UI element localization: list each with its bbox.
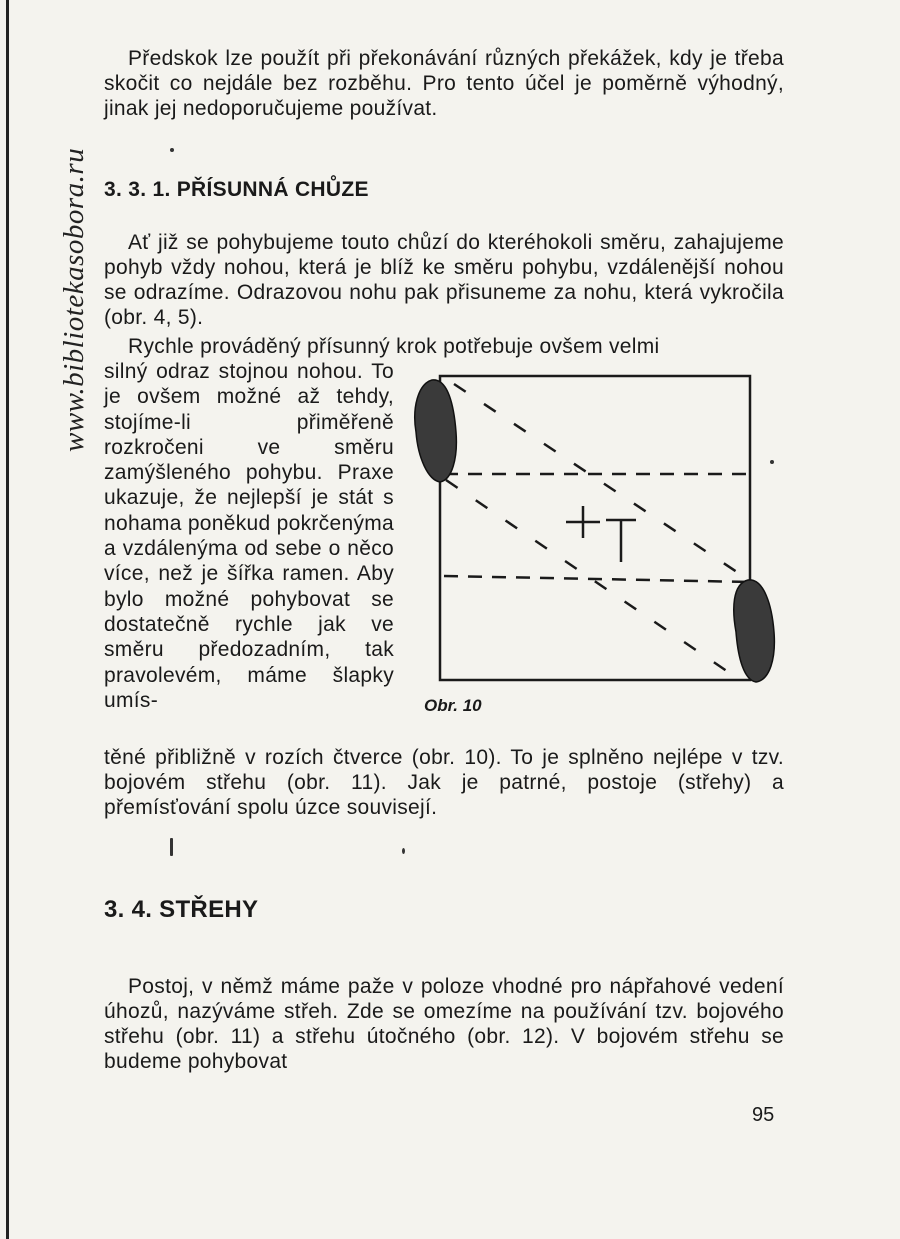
- page-number: 95: [752, 1104, 775, 1126]
- watermark: www.bibliotekasobora.ru: [58, 147, 90, 452]
- section-331-paragraph-1: Ať již se pohybujeme touto chůzí do kteréhokoli směru, zahajujeme pohyb vždy nohou, která je blíž ke směru pohybu, vzdálenější nohou se odrazíme. Odrazovou nohu pak přisuneme za nohu, která vykročila (obr. 4, 5).: [104, 231, 784, 329]
- section-331-paragraph-2-wrapped: silný odraz stojnou nohou. To je ovšem možné až tehdy, stojíme-li přiměřeně rozkročeni ve směru zamýšleného pohybu. Praxe ukazuje, že nejlepší je stát s nohama poněkud pokrčenýma a vzdálenýma od sebe o něco více, než je šířka ramen. Aby bylo možné pohybovat se dostatečně rychle jak ve směru předozadním, tak pravolevém, máme šlapky umís-: [104, 360, 395, 712]
- section-331-paragraph-2-rest: těné přibližně v rozích čtverce (obr. 10). To je splněno nejlépe v tzv. bojovém střehu (obr. 11). Jak je patrné, postoje (střehy) a přemísťování spolu úzce souvisejí.: [104, 746, 784, 819]
- scan-speck: [770, 460, 774, 464]
- figure-caption: Obr. 10: [424, 696, 482, 715]
- figure-foot-square-diagram: [410, 362, 790, 692]
- section-331-paragraph-2-intro: Rychle prováděný přísunný krok potřebuje ovšem velmi: [128, 335, 660, 358]
- right-foot-sole: [734, 580, 775, 682]
- section-heading-331: 3. 3. 1. PŘÍSUNNÁ CHŮZE: [104, 178, 369, 201]
- square-outline: [440, 376, 750, 680]
- section-34-paragraph: Postoj, v němž máme paže v poloze vhodné pro nápřahové vedení úhozů, nazýváme střeh. Zde se omezíme na používání tzv. bojového střehu (obr. 11) a střehu útočného (obr. 12). V bojovém střehu se budeme pohybovat: [104, 975, 784, 1073]
- scan-speck: [170, 838, 173, 856]
- scan-speck: [170, 148, 174, 152]
- section-heading-34: 3. 4. STŘEHY: [104, 896, 259, 923]
- intro-paragraph: Předskok lze použít při překonávání různých překážek, kdy je třeba skočit co nejdále bez rozběhu. Pro tento účel je poměrně výhodný, jinak jej nedoporučujeme používat.: [104, 47, 784, 120]
- left-foot-sole: [415, 380, 457, 482]
- dashed-diagonal-upper: [454, 384, 746, 578]
- dashed-horizontal-bottom: [444, 576, 750, 582]
- scan-speck: [402, 848, 405, 854]
- foot-position-diagram: [410, 362, 790, 692]
- scan-edge-border: [6, 0, 9, 1239]
